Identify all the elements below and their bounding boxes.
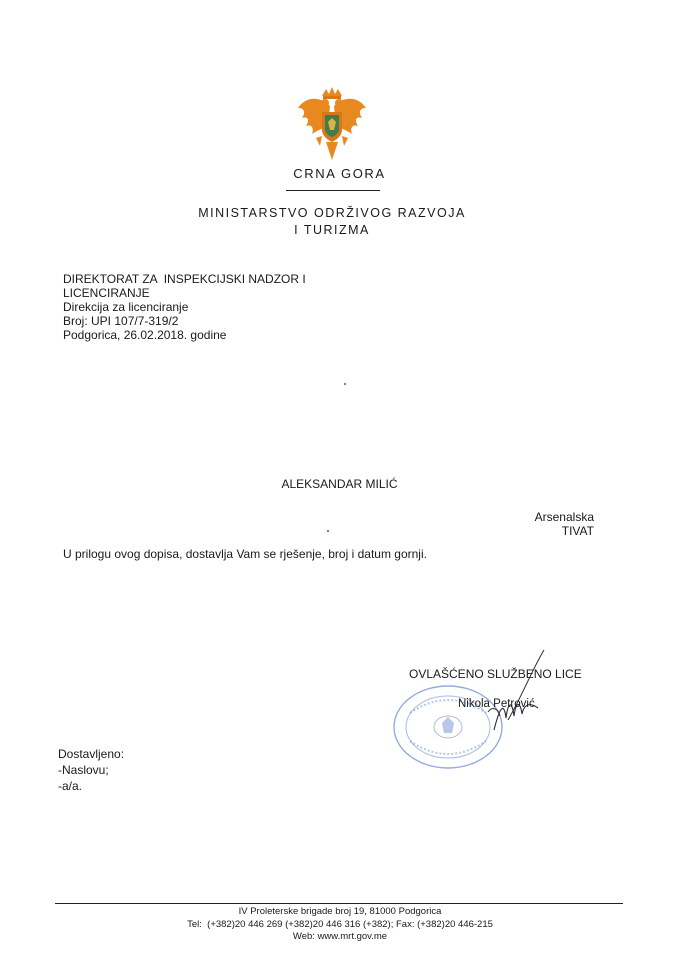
header-divider <box>286 190 380 191</box>
sender-block <box>63 272 306 342</box>
ministry-line-1: MINISTARSTVO ODRŽIVOG RAZVOJA <box>198 206 466 220</box>
footer-divider <box>55 903 623 904</box>
signatory-title: OVLAŠĆENO SLUŽBENO LICE <box>409 667 582 681</box>
reference-number: Broj: UPI 107/7-319/2 <box>63 314 179 328</box>
delivery-list <box>58 746 124 794</box>
footer <box>56 906 624 944</box>
document-date: Podgorica, 26.02.2018. godine <box>63 328 227 342</box>
recipient-address <box>535 510 594 538</box>
scan-speck <box>327 530 329 532</box>
delivery-heading: Dostavljeno: <box>58 747 125 761</box>
handwritten-signature-icon <box>482 646 552 736</box>
footer-phone: Tel: (+382)20 446 269 (+382)20 446 316 (+382); Fax: (+382)20 446-215 <box>187 918 493 930</box>
footer-address: IV Proleterske brigade broj 19, 81000 Podgorica <box>238 906 442 917</box>
ministry-name <box>0 205 664 239</box>
coat-of-arms-icon <box>296 86 368 164</box>
sender-line: Direkcija za licenciranje <box>63 300 189 314</box>
letter-body: U prilogu ovog dopisa, dostavlja Vam se rješenje, broj i datum gornji. <box>63 547 427 561</box>
delivery-item: -Naslovu; <box>58 763 109 777</box>
country-name: CRNA GORA <box>293 166 386 181</box>
scan-speck <box>344 383 346 385</box>
ministry-line-2: I TURIZMA <box>294 223 370 237</box>
sender-line: DIREKTORAT ZA INSPEKCIJSKI NADZOR I <box>63 272 306 286</box>
footer-web: Web: www.mrt.gov.me <box>292 931 388 942</box>
recipient-name: ALEKSANDAR MILIĆ <box>281 477 398 491</box>
signatory-name: Nikola Petrović <box>458 698 535 710</box>
recipient-city: TIVAT <box>561 524 594 538</box>
recipient-street: Arsenalska <box>534 510 594 524</box>
delivery-item: -a/a. <box>58 779 83 793</box>
sender-line: LICENCIRANJE <box>63 286 150 300</box>
